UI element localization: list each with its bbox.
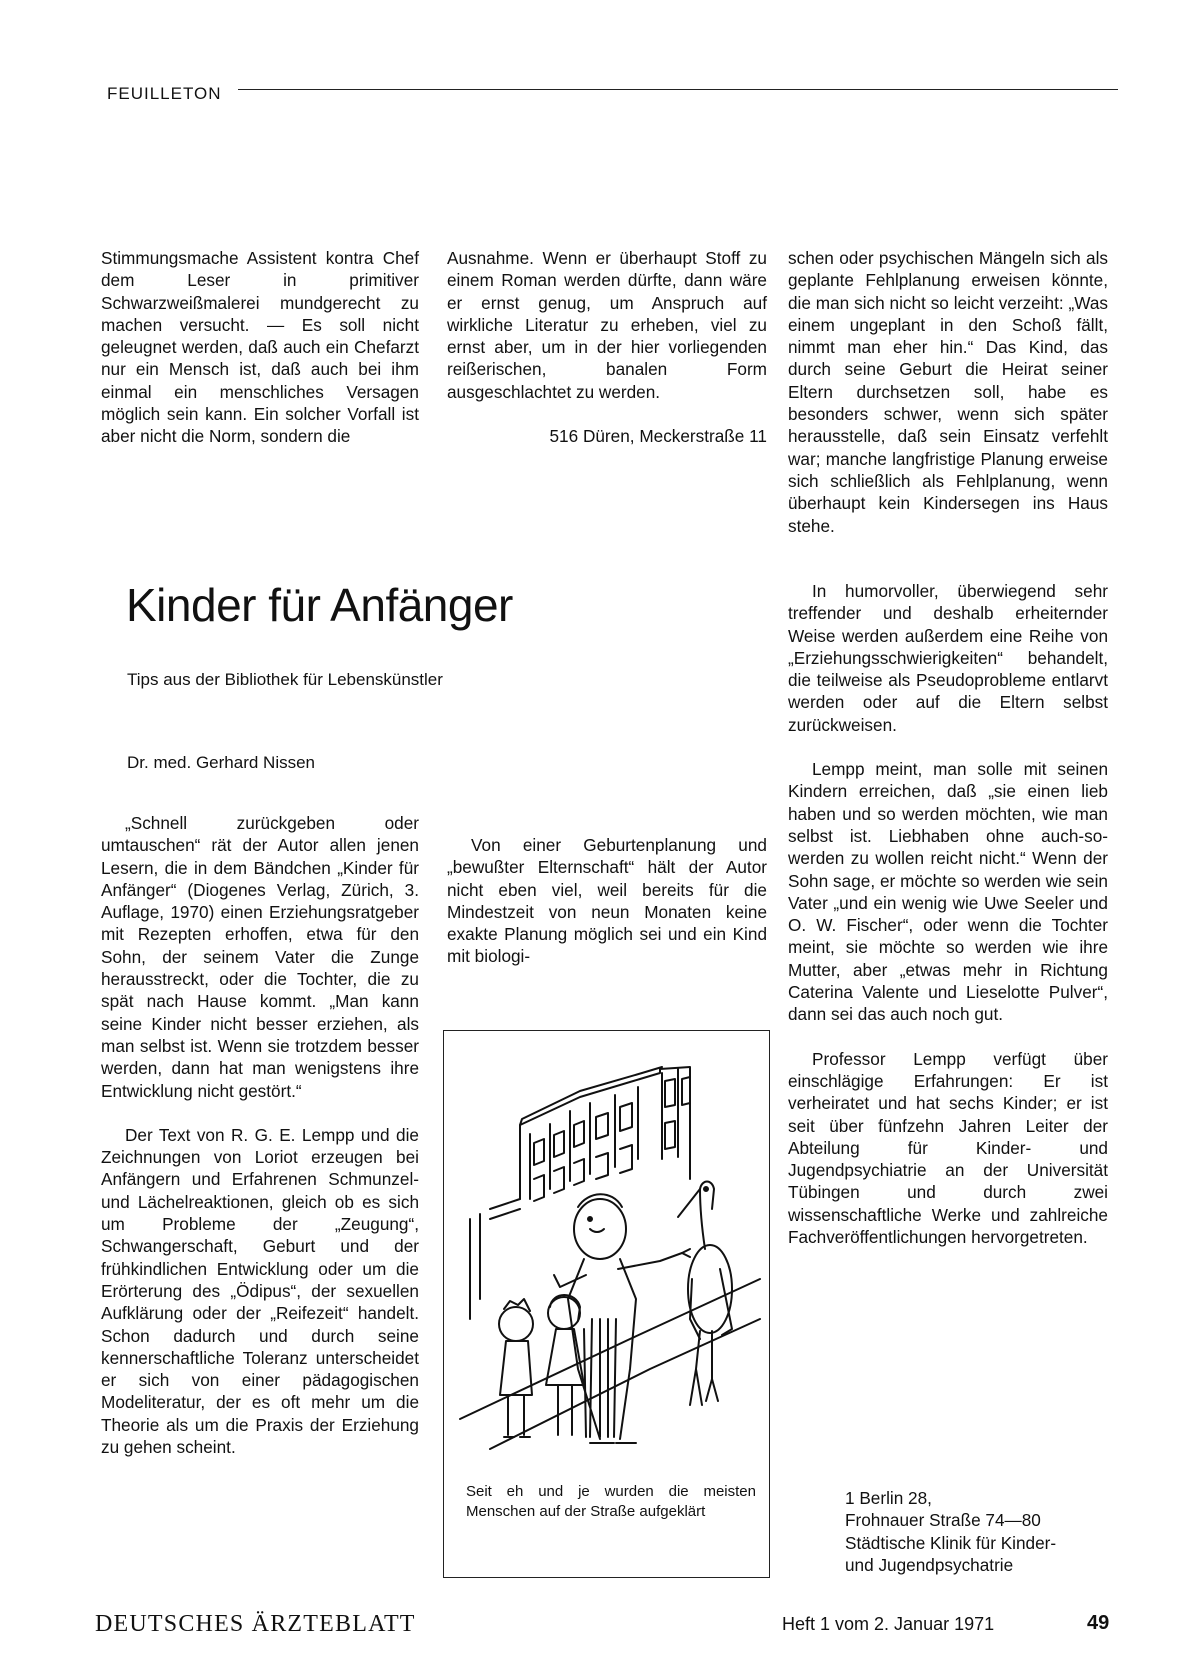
article-subtitle: Tips aus der Bibliothek für Lebenskünstler <box>127 670 443 689</box>
address-line: Städtische Klinik für Kinder- <box>845 1532 1057 1553</box>
footer-journal-name: DEUTSCHES ÄRZTEBLATT <box>95 1611 416 1637</box>
cartoon-illustration <box>450 1039 763 1477</box>
header-rule <box>238 89 1118 90</box>
address-line: und Jugendpsychatrie <box>845 1554 1014 1575</box>
top-column-1-text: Stimmungsmache Assistent kontra Chef dem Leser in primitiver Schwarzweißmalerei mundgerecht zu machen versucht. — Es soll nicht geleugnet werden, daß auch ein Chefarzt nur ein Mensch ist, daß auch bei ihm einmal ein menschliches Versagen möglich sein kann. Ein solcher Vorfall ist aber nicht die Norm, sondern die <box>101 248 419 447</box>
article-title: Kinder für Anfänger <box>126 579 513 631</box>
article-column-1 <box>101 812 419 1458</box>
top-column-2-text: Ausnahme. Wenn er überhaupt Stoff zu einem Roman werden dürfte, dann wäre er ernst genug, um Anspruch auf wirkliche Literatur zu erheben, viel zu ernst aber, um in der hier vorliegenden reißerischen, banalen Form ausgeschlachtet zu werden. <box>447 248 767 402</box>
article-author: Dr. med. Gerhard Nissen <box>127 753 316 772</box>
article-paragraph: Von einer Geburtenplanung und „bewußter Elternschaft“ hält der Autor nicht eben viel, weil bereits für die Mindestzeit von neun Monaten keine exakte Planung möglich sei und ein Kind mit biologi- <box>447 835 767 967</box>
article-column-3 <box>788 247 1108 537</box>
article-column-3-lower <box>788 580 1108 1248</box>
article-paragraph: Der Text von R. G. E. Lempp und die Zeichnungen von Loriot erzeugen bei Anfängern und Erfahrenen Schmunzel- und Lächelreaktionen, gleich ob es sich um Probleme der „Zeugung“, Schwangerschaft, Geburt und der frühkindlichen Entwicklung oder um die Erörterung des „Ödipus“, der sexuellen Aufklärung oder der „Reifezeit“ handelt. Schon dadurch und durch seine kennerschaftliche Toleranz unterscheidet er sich von einer pädagogischen Modeliteratur, der es oft mehr um die Theorie als um die Praxis der Erziehung zu gehen scheint. <box>101 1124 419 1458</box>
page-number: 49 <box>1087 1612 1110 1634</box>
article-paragraph: schen oder psychischen Mängeln sich als geplante Fehlplanung erweisen könnte, die man sich nicht so leicht verzeiht: „Was einem ungeplant in den Schoß fällt, nimmt man eher hin.“ Das Kind, das durch seine Geburt die Heirat seiner Eltern durchsetzen soll, habe es besonders schwer, wenn sich später herausstelle, daß sein Einsatz verfehlt war; manche langfristige Planung erweise sich schließlich als Fehlplanung, wenn überhaupt kein Kindersegen ins Haus stehe. <box>788 248 1108 536</box>
top-signature: 516 Düren, Meckerstraße 11 <box>549 426 767 447</box>
cartoon-figure <box>443 1030 770 1578</box>
address-line: Frohnauer Straße 74—80 <box>845 1510 1041 1531</box>
article-paragraph: Lempp meint, man solle mit seinen Kindern erreichen, daß „sie einen lieb haben und so werden möchten, wie man selbst ist. Liebhaben ohne auch-so-werden zu wollen reicht nicht.“ Wenn der Sohn sage, er möchte so werden wie sein Vater „und ein wenig wie Uwe Seeler und O. W. Fischer“, oder wenn die Tochter meint, sie möchte so werden wie ihre Mutter, aber „etwas mehr in Richtung Caterina Valente und Lieselotte Pulver“, dann sei das auch noch gut. <box>788 759 1108 1025</box>
figure-caption: Seit eh und je wurden die meisten Menschen auf der Straße aufgeklärt <box>466 1483 756 1520</box>
article-paragraph: In humorvoller, überwiegend sehr treffender und deshalb erheiternder Weise werden außerdem eine Reihe von „Erziehungsschwierigkeiten“ behandelt, die teilweise als Pseudoprobleme entlarvt werden oder auf die Eltern selbst zurückweisen. <box>788 581 1108 735</box>
section-label: FEUILLETON <box>107 84 222 103</box>
address-line: 1 Berlin 28, <box>845 1488 932 1508</box>
article-column-2 <box>447 834 767 968</box>
article-paragraph: „Schnell zurückgeben oder umtauschen“ rät der Autor allen jenen Lesern, die in dem Bändchen „Kinder für Anfänger“ (Diogenes Verlag, Zürich, 3. Auflage, 1970) einen Erziehungsratgeber mit Rezepten erhoffen, etwa für den Sohn, der seinem Vater die Zunge herausstreckt, oder die Tochter, die zu spät nach Hause kommt. „Man kann seine Kinder nicht besser erziehen, als man selbst ist. Wenn sie trotzdem besser werden, dann hat man wenigstens ihre Entwicklung nicht gestört.“ <box>101 813 419 1101</box>
article-paragraph: Professor Lempp verfügt über einschlägige Erfahrungen: Er ist verheiratet und hat sechs Kinder; er ist seit über fünfzehn Jahren Leiter der Abteilung für Kinder- und Jugendpsychiatrie an der Universität Tübingen und durch zwei wissenschaftliche Werke und zahlreiche Fachveröffentlichungen hervorgetreten. <box>788 1048 1108 1248</box>
footer-issue: Heft 1 vom 2. Januar 1971 <box>782 1614 995 1634</box>
top-column-1 <box>101 247 419 448</box>
author-address <box>845 1487 1056 1576</box>
top-column-2 <box>447 247 767 447</box>
